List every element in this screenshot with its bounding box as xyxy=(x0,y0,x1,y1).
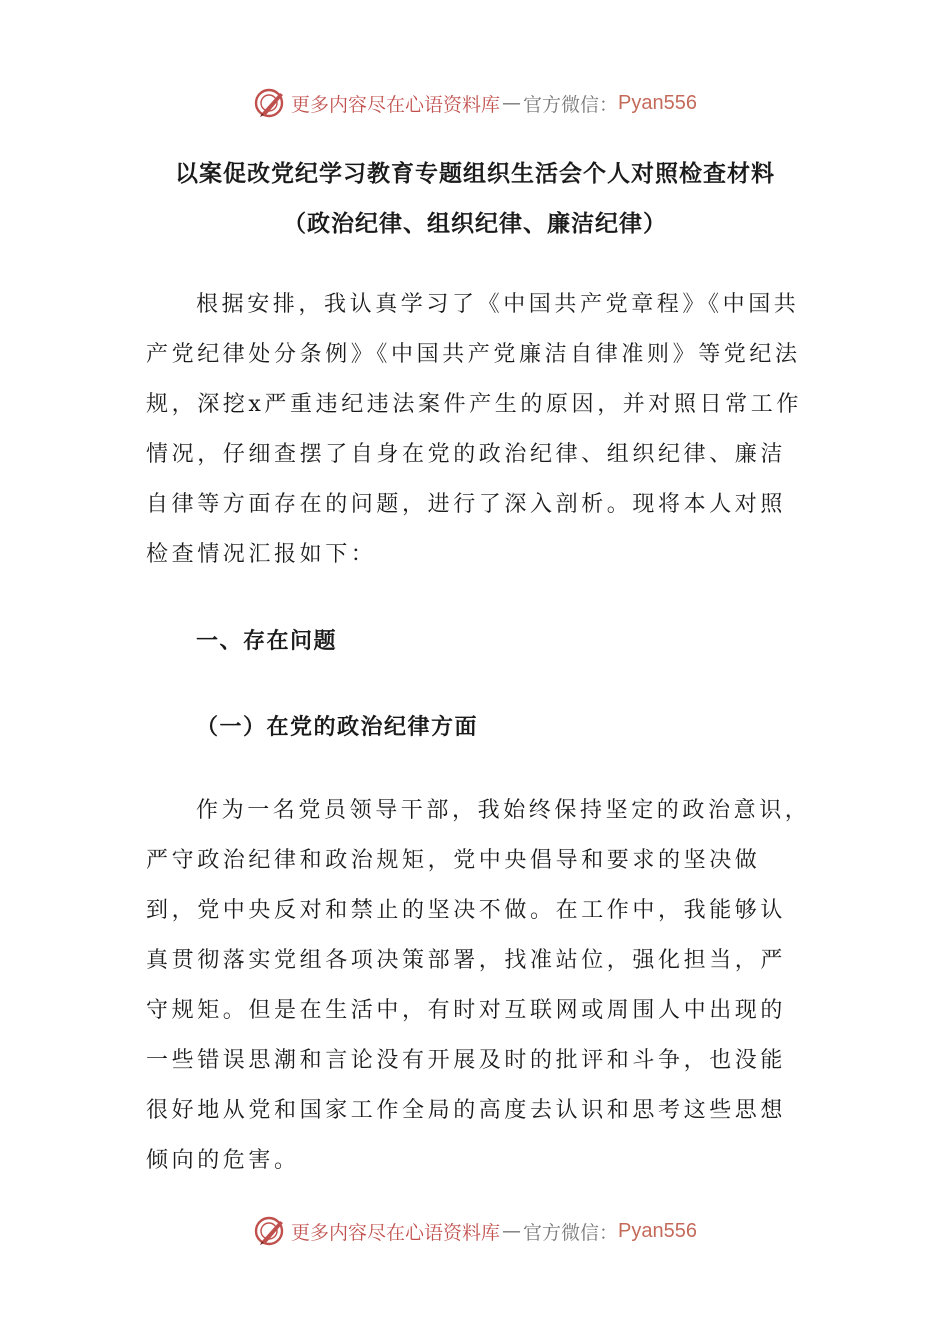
subsection-heading-political-discipline: （一）在党的政治纪律方面 xyxy=(196,714,479,740)
document-title: 以案促改党纪学习教育专题组织生活会个人对照检查材料 xyxy=(175,160,775,187)
political-discipline-paragraph: 作为一名党员领导干部，我始终保持坚定的政治意识，严守政治纪律和政治规矩，党中央倡导和要求的坚决做到，党中央反对和禁止的坚决不做。在工作中，我能够认真贯彻落实党组各项决策部署，找准站位，强化担当，严守规矩。但是在生活中，有时对互联网或周围人中出现的一些错误思潮和言论没有开展及时的批评和斗争，也没能很好地从党和国家工作全局的高度去认识和思考这些思想倾向的危害。 xyxy=(146,798,811,1173)
section-heading-problems: 一、存在问题 xyxy=(196,628,338,654)
pen-circle-logo-icon xyxy=(253,86,287,120)
intro-paragraph: 根据安排，我认真学习了《中国共产党章程》《中国共产党纪律处分条例》《中国共产党廉洁自律准则》等党纪法规，深挖x严重违纪违法案件产生的原因，并对照日常工作情况，仔细查摆了自身在党的政治纪律、组织纪律、廉洁自律等方面存在的问题，进行了深入剖析。现将本人对照检查情况汇报如下： xyxy=(146,292,803,567)
footer-watermark xyxy=(0,1214,950,1248)
watermark-brand: 更多内容尽在心语资料库 xyxy=(291,1221,501,1244)
pen-circle-logo-icon xyxy=(253,1214,287,1248)
watermark-wechat-id: Pyan556 xyxy=(618,91,697,114)
header-watermark xyxy=(0,86,950,120)
watermark-wechat-id: Pyan556 xyxy=(618,1219,697,1242)
watermark-label: 官方微信： xyxy=(523,1221,619,1244)
watermark-dash: — xyxy=(502,1220,522,1242)
document-subtitle: （政治纪律、组织纪律、廉洁纪律） xyxy=(283,210,667,237)
watermark-label: 官方微信： xyxy=(523,93,619,116)
watermark-dash: — xyxy=(502,92,522,114)
watermark-brand: 更多内容尽在心语资料库 xyxy=(291,93,501,116)
